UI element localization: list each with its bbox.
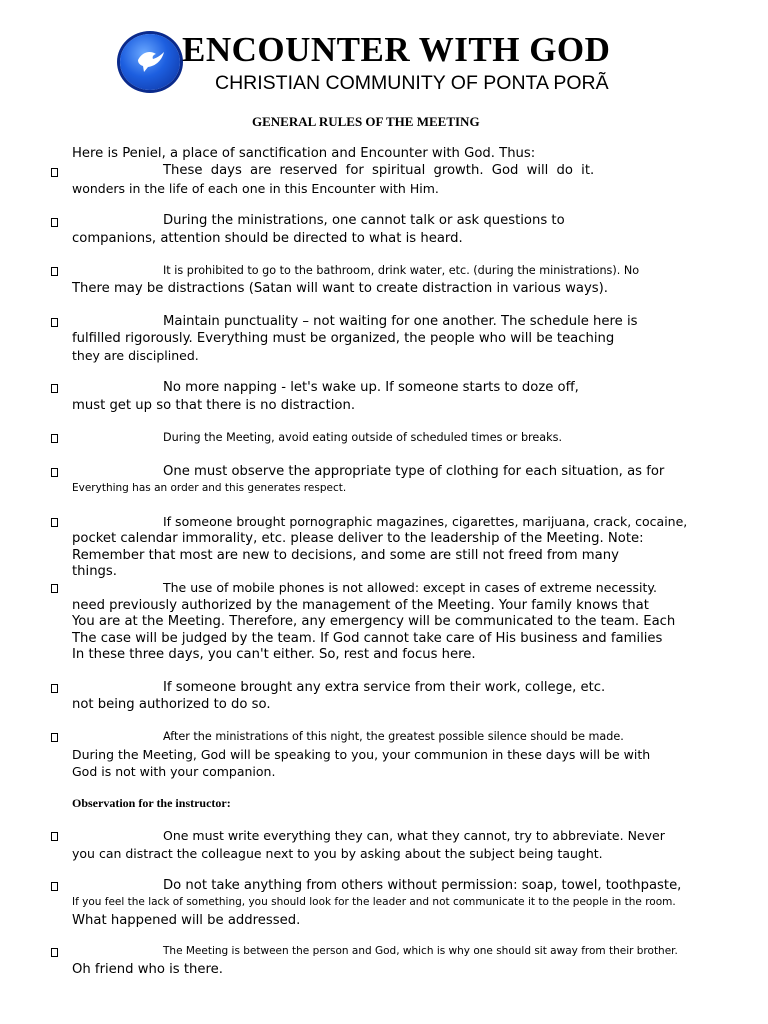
rule-line: These days are reserved for spiritual growth. God will do it. bbox=[163, 163, 595, 178]
page-subtitle: CHRISTIAN COMMUNITY OF PONTA PORÃ bbox=[215, 72, 609, 94]
rule-line: After the ministrations of this night, the greatest possible silence should be made. bbox=[163, 730, 624, 743]
instructor-rule-line: you can distract the colleague next to you by asking about the subject being taught. bbox=[72, 846, 603, 861]
rule-line: It is prohibited to go to the bathroom, drink water, etc. (during the ministrations). No bbox=[163, 264, 640, 277]
bullet-icon bbox=[51, 882, 58, 891]
rule-line: wonders in the life of each one in this Encounter with Him. bbox=[72, 181, 439, 196]
logo bbox=[120, 34, 180, 90]
rule-line: pocket calendar immorality, etc. please deliver to the leadership of the Meeting. Note: bbox=[72, 531, 644, 546]
page-title: ENCOUNTER WITH GOD bbox=[182, 30, 611, 69]
rule-line: they are disciplined. bbox=[72, 348, 199, 363]
instructor-rule-line: Do not take anything from others without permission: soap, towel, toothpaste, bbox=[163, 878, 682, 893]
dove-icon bbox=[134, 46, 166, 76]
bullet-icon bbox=[51, 318, 58, 327]
rule-line: There may be distractions (Satan will want to create distraction in various ways). bbox=[72, 281, 608, 296]
rule-line: If someone brought pornographic magazines, cigarettes, marijuana, crack, cocaine, bbox=[163, 514, 688, 529]
rule-line: No more napping - let's wake up. If someone starts to doze off, bbox=[163, 380, 579, 395]
instructor-rule-line: One must write everything they can, what they cannot, try to abbreviate. Never bbox=[163, 828, 665, 843]
rule-line: One must observe the appropriate type of clothing for each situation, as for bbox=[163, 464, 665, 479]
rule-line: must get up so that there is no distraction. bbox=[72, 398, 356, 413]
bullet-icon bbox=[51, 168, 58, 177]
rule-line: During the Meeting, avoid eating outside of scheduled times or breaks. bbox=[163, 431, 563, 444]
bullet-icon bbox=[51, 468, 58, 477]
instructor-rule-line: The Meeting is between the person and God, which is why one should sit away from their brother. bbox=[163, 945, 678, 957]
bullet-icon bbox=[51, 518, 58, 527]
bullet-icon bbox=[51, 434, 58, 443]
rule-line: not being authorized to do so. bbox=[72, 697, 271, 712]
rule-line: fulfilled rigorously. Everything must be organized, the people who will be teaching bbox=[72, 331, 615, 346]
bullet-icon bbox=[51, 832, 58, 841]
rule-line: Maintain punctuality – not waiting for one another. The schedule here is bbox=[163, 314, 638, 329]
instructor-rule-line: What happened will be addressed. bbox=[72, 913, 301, 928]
rule-line: During the ministrations, one cannot talk or ask questions to bbox=[163, 213, 565, 228]
rule-line: If someone brought any extra service from their work, college, etc. bbox=[163, 680, 606, 695]
bullet-icon bbox=[51, 584, 58, 593]
bullet-icon bbox=[51, 267, 58, 276]
observation-heading: Observation for the instructor: bbox=[72, 796, 231, 810]
rule-line: The use of mobile phones is not allowed: except in cases of extreme necessity. bbox=[163, 580, 657, 595]
rule-line: need previously authorized by the management of the Meeting. Your family knows that bbox=[72, 598, 649, 613]
rule-line: The case will be judged by the team. If God cannot take care of His business and families bbox=[72, 631, 663, 646]
rule-line: You are at the Meeting. Therefore, any emergency will be communicated to the team. Each bbox=[72, 614, 676, 629]
bullet-icon bbox=[51, 733, 58, 742]
rule-line: God is not with your companion. bbox=[72, 764, 276, 779]
bullet-icon bbox=[51, 218, 58, 227]
rule-line: Everything has an order and this generates respect. bbox=[72, 482, 347, 494]
instructor-rule-line: Oh friend who is there. bbox=[72, 962, 223, 977]
bullet-icon bbox=[51, 948, 58, 957]
rule-line: companions, attention should be directed to what is heard. bbox=[72, 231, 463, 246]
rules-heading: GENERAL RULES OF THE MEETING bbox=[252, 114, 480, 129]
rule-line: In these three days, you can't either. So, rest and focus here. bbox=[72, 647, 476, 662]
intro-text: Here is Peniel, a place of sanctification and Encounter with God. Thus: bbox=[72, 146, 536, 161]
instructor-rule-line: If you feel the lack of something, you should look for the leader and not communicate it to the people in the room. bbox=[72, 896, 676, 908]
bullet-icon bbox=[51, 684, 58, 693]
rule-line: things. bbox=[72, 564, 117, 579]
rule-line: During the Meeting, God will be speaking to you, your communion in these days will be with bbox=[72, 747, 651, 762]
rule-line: Remember that most are new to decisions, and some are still not freed from many bbox=[72, 548, 619, 563]
bullet-icon bbox=[51, 384, 58, 393]
